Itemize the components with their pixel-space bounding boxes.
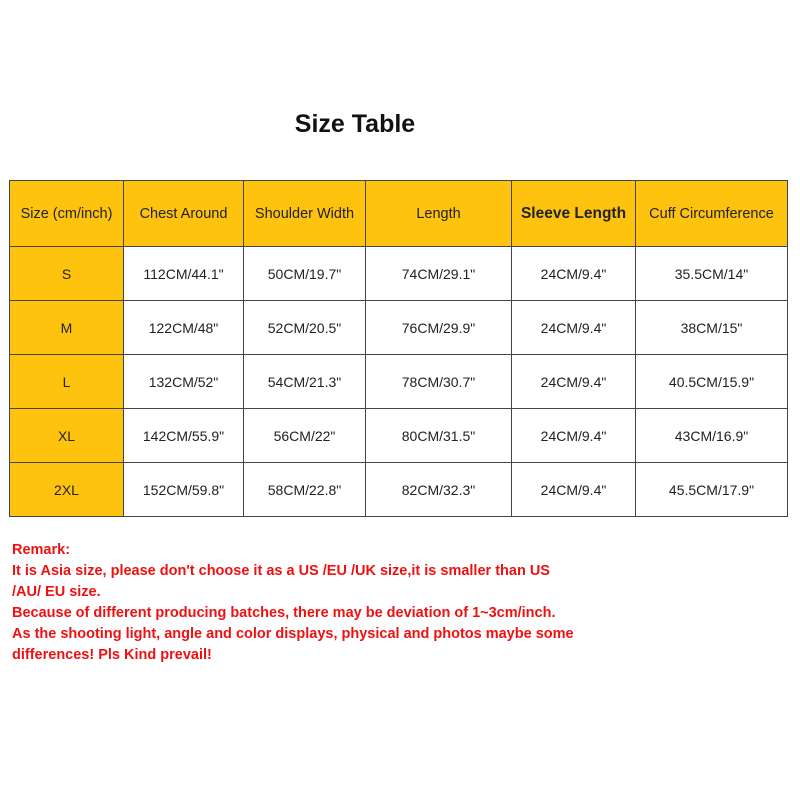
remark-block (12, 540, 792, 666)
table-header-row (10, 181, 788, 247)
remark-heading: Remark: (12, 542, 71, 558)
cuff-cell: 43CM/16.9" (636, 409, 788, 463)
cuff-cell: 45.5CM/17.9" (636, 463, 788, 517)
shoulder-cell: 54CM/21.3" (244, 355, 366, 409)
cuff-cell: 35.5CM/14" (636, 247, 788, 301)
size-table (9, 180, 788, 517)
table-row (10, 409, 788, 463)
chest-cell: 122CM/48" (124, 301, 244, 355)
length-cell: 74CM/29.1" (366, 247, 512, 301)
sleeve-cell: 24CM/9.4" (512, 409, 636, 463)
chest-cell: 142CM/55.9" (124, 409, 244, 463)
remark-line: differences! Pls Kind prevail! (12, 647, 212, 663)
sleeve-cell: 24CM/9.4" (512, 247, 636, 301)
header-chest-around: Chest Around (124, 181, 244, 247)
size-label-cell: XL (10, 409, 124, 463)
remark-line: /AU/ EU size. (12, 584, 101, 600)
chest-cell: 132CM/52" (124, 355, 244, 409)
header-cuff-circumference: Cuff Circumference (636, 181, 788, 247)
length-cell: 76CM/29.9" (366, 301, 512, 355)
size-label-cell: L (10, 355, 124, 409)
header-size: Size (cm/inch) (10, 181, 124, 247)
shoulder-cell: 56CM/22" (244, 409, 366, 463)
shoulder-cell: 52CM/20.5" (244, 301, 366, 355)
length-cell: 80CM/31.5" (366, 409, 512, 463)
size-label-cell: M (10, 301, 124, 355)
table-row (10, 247, 788, 301)
sleeve-cell: 24CM/9.4" (512, 463, 636, 517)
length-cell: 78CM/30.7" (366, 355, 512, 409)
sleeve-cell: 24CM/9.4" (512, 301, 636, 355)
size-label-cell: 2XL (10, 463, 124, 517)
table-row (10, 463, 788, 517)
shoulder-cell: 58CM/22.8" (244, 463, 366, 517)
table-row (10, 301, 788, 355)
shoulder-cell: 50CM/19.7" (244, 247, 366, 301)
remark-line: It is Asia size, please don't choose it as a US /EU /UK size,it is smaller than US (12, 563, 550, 579)
cuff-cell: 38CM/15" (636, 301, 788, 355)
header-length: Length (366, 181, 512, 247)
header-sleeve-length: Sleeve Length (512, 181, 636, 247)
page-title: Size Table (294, 110, 416, 138)
sleeve-cell: 24CM/9.4" (512, 355, 636, 409)
table-row (10, 355, 788, 409)
remark-line: Because of different producing batches, there may be deviation of 1~3cm/inch. (12, 605, 556, 621)
length-cell: 82CM/32.3" (366, 463, 512, 517)
remark-line: As the shooting light, angle and color displays, physical and photos maybe some (12, 626, 574, 642)
chest-cell: 112CM/44.1" (124, 247, 244, 301)
size-label-cell: S (10, 247, 124, 301)
chest-cell: 152CM/59.8" (124, 463, 244, 517)
header-shoulder-width: Shoulder Width (244, 181, 366, 247)
cuff-cell: 40.5CM/15.9" (636, 355, 788, 409)
